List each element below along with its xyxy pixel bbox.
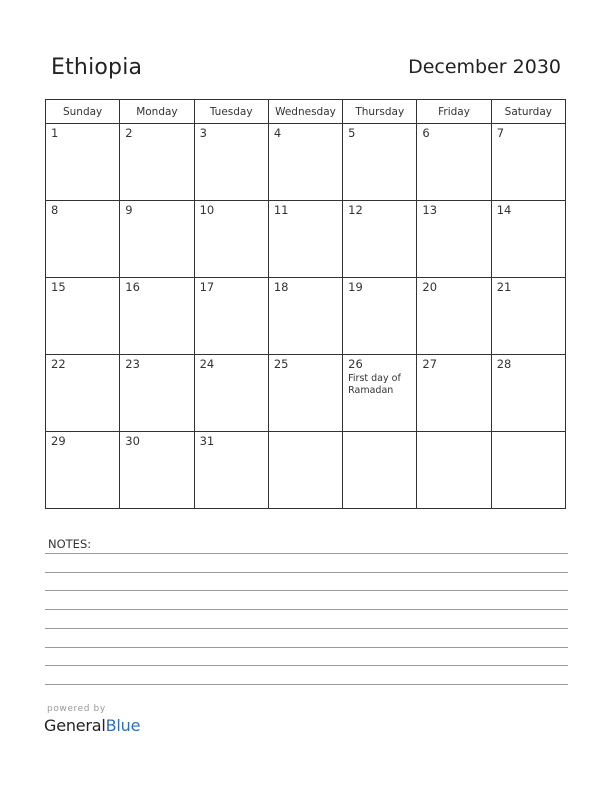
day-cell [46, 278, 120, 355]
weekday-header: Tuesday [194, 100, 268, 124]
month-title: December 2030 [408, 56, 561, 78]
day-cell [194, 355, 268, 432]
notes-line [45, 609, 568, 610]
day-cell [194, 278, 268, 355]
day-number: 8 [51, 203, 59, 217]
day-number: 7 [496, 126, 505, 140]
day-cell [343, 124, 417, 201]
day-cell [417, 278, 491, 355]
day-number: 3 [199, 126, 207, 140]
day-cell [46, 432, 120, 509]
day-number: 25 [273, 357, 289, 371]
day-number: 26 [348, 357, 363, 371]
day-cell [491, 201, 565, 278]
notes-line [45, 590, 568, 591]
day-cell [46, 355, 120, 432]
week-row [46, 124, 566, 201]
weekday-header-row [46, 100, 566, 124]
day-number: 10 [199, 203, 215, 217]
notes-line [45, 572, 568, 573]
day-number: 13 [422, 203, 438, 217]
day-cell [46, 201, 120, 278]
day-number: 28 [496, 357, 512, 371]
weekday-header: Sunday [46, 100, 120, 124]
day-number: 23 [125, 357, 140, 371]
day-number: 30 [125, 434, 140, 448]
calendar-grid [45, 99, 566, 509]
day-number: 9 [125, 203, 133, 217]
day-number: 16 [125, 280, 140, 294]
logo-blue: Blue [105, 716, 141, 735]
notes-line [45, 553, 568, 554]
day-number: 2 [125, 126, 133, 140]
day-number: 1 [51, 126, 59, 140]
day-number: 11 [273, 203, 289, 217]
week-row [46, 432, 566, 509]
day-cell [417, 124, 491, 201]
day-cell [268, 355, 342, 432]
notes-line [45, 665, 568, 666]
notes-line [45, 628, 568, 629]
day-cell [491, 355, 565, 432]
powered-by-text: powered by [47, 704, 106, 714]
notes-line [45, 647, 568, 648]
day-number: 6 [422, 126, 430, 140]
day-number: 24 [199, 357, 215, 371]
day-number: 5 [348, 126, 356, 140]
day-number: 19 [348, 280, 363, 294]
day-cell [194, 124, 268, 201]
holiday-label: First day of Ramadan [348, 373, 401, 396]
day-cell [417, 201, 491, 278]
day-cell [343, 432, 417, 509]
day-cell [46, 124, 120, 201]
weekday-header: Saturday [491, 100, 565, 124]
day-number [269, 432, 342, 435]
day-number: 12 [348, 203, 363, 217]
week-row [46, 201, 566, 278]
day-cell [417, 355, 491, 432]
day-cell [120, 278, 194, 355]
day-cell [343, 278, 417, 355]
day-number [492, 432, 565, 435]
day-cell [194, 432, 268, 509]
country-title: Ethiopia [51, 55, 143, 80]
week-row [46, 278, 566, 355]
notes-line [45, 684, 568, 685]
weekday-header: Thursday [343, 100, 417, 124]
day-cell [120, 355, 194, 432]
notes-label: NOTES: [48, 537, 92, 551]
day-number [417, 432, 490, 435]
day-number: 31 [199, 434, 215, 448]
day-number: 29 [51, 434, 66, 448]
day-number: 22 [51, 357, 66, 371]
weekday-header: Friday [417, 100, 491, 124]
week-row [46, 355, 566, 432]
weekday-header: Monday [120, 100, 194, 124]
day-number: 17 [199, 280, 215, 294]
day-cell [120, 432, 194, 509]
day-number: 27 [422, 357, 438, 371]
day-cell [343, 201, 417, 278]
day-number: 18 [273, 280, 289, 294]
day-cell [120, 124, 194, 201]
day-number: 21 [496, 280, 512, 294]
day-cell [268, 432, 342, 509]
day-cell [491, 124, 565, 201]
day-number: 20 [422, 280, 438, 294]
day-cell [343, 355, 417, 432]
day-number: 14 [496, 203, 512, 217]
day-cell [491, 278, 565, 355]
day-cell [417, 432, 491, 509]
weekday-header: Wednesday [268, 100, 342, 124]
day-number [343, 432, 416, 435]
day-cell [268, 201, 342, 278]
day-cell [194, 201, 268, 278]
generalblue-logo [44, 716, 140, 735]
day-cell [268, 124, 342, 201]
day-cell [120, 201, 194, 278]
day-cell [268, 278, 342, 355]
day-number: 15 [51, 280, 66, 294]
day-number: 4 [273, 126, 282, 140]
logo-general: General [44, 716, 106, 735]
day-cell [491, 432, 565, 509]
